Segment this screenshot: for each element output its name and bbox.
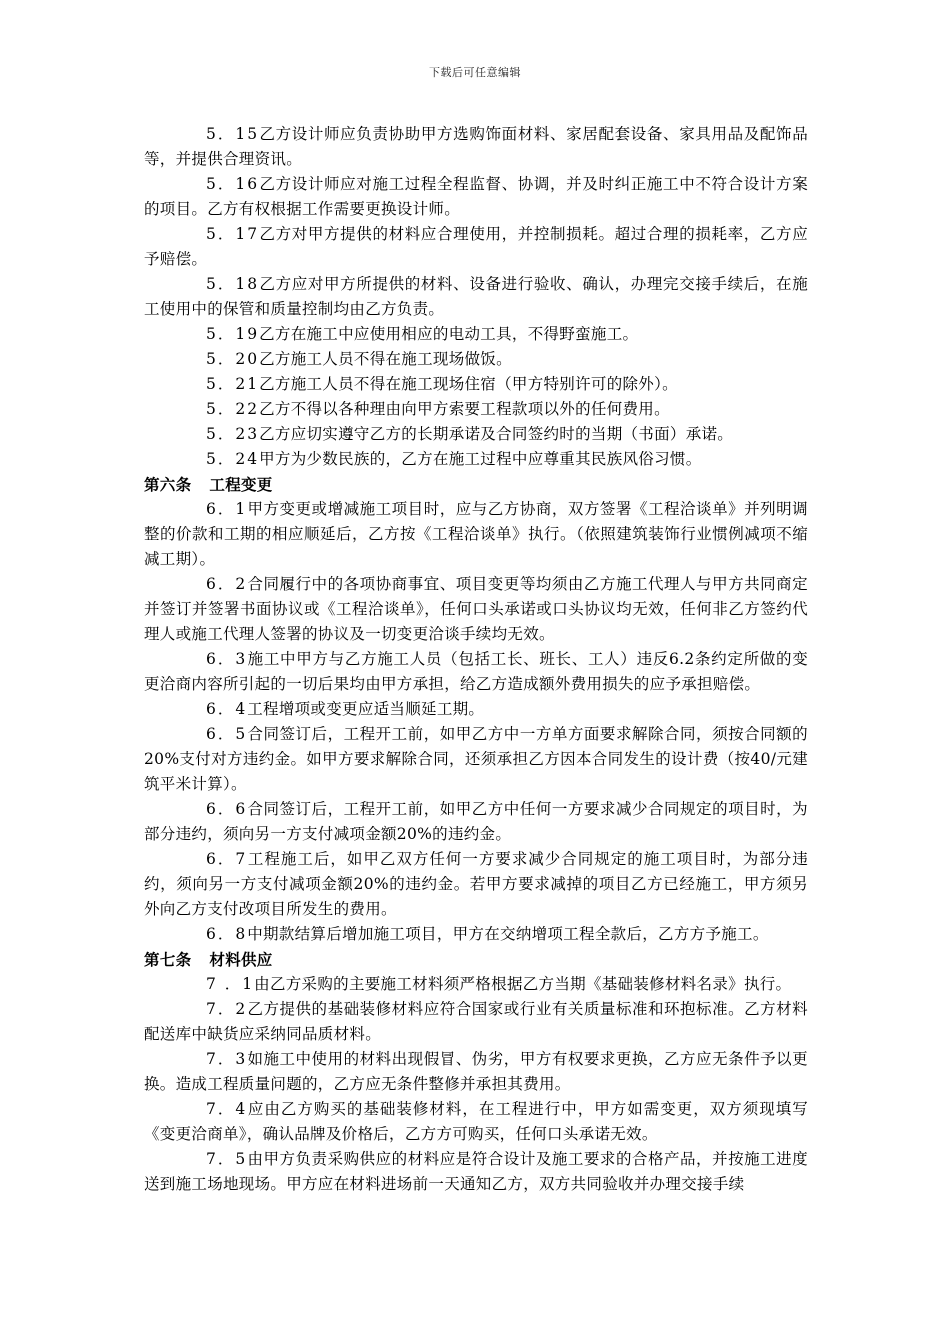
- clause-paragraph: [144, 222, 808, 272]
- clause-paragraph: [144, 1097, 808, 1147]
- clause-paragraph: [144, 1147, 808, 1197]
- clause-number: 5．23: [206, 425, 260, 443]
- clause-paragraph: [144, 397, 808, 422]
- clause-number: 5．22: [206, 400, 260, 418]
- clause-text: 甲方变更或增减施工项目时，应与乙方协商，双方签署《工程洽谈单》并列明调整的价款和工期的相应顺延后，乙方按《工程洽谈单》执行。（依照建筑装饰行业惯例减项不缩减工期）。: [144, 500, 808, 568]
- clause-number: 6．2: [206, 575, 248, 593]
- clause-number: 6．7: [206, 850, 248, 868]
- section-heading: [144, 947, 808, 972]
- clause-text: 乙方设计师应负责协助甲方选购饰面材料、家居配套设备、家具用品及配饰品等，并提供合理资讯。: [144, 125, 808, 168]
- clause-number: 6．1: [206, 500, 248, 518]
- clause-paragraph: [144, 372, 808, 397]
- clause-number: 5．19: [206, 325, 260, 343]
- clause-number: 6．6: [206, 800, 248, 818]
- clause-paragraph: [144, 447, 808, 472]
- clause-number: 7．2: [206, 1000, 248, 1018]
- clause-text: 乙方在施工中应使用相应的电动工具，不得野蛮施工。: [259, 325, 639, 343]
- section-title: 工程变更: [209, 475, 273, 494]
- clause-number: 7．3: [206, 1050, 248, 1068]
- clause-text: 甲方为少数民族的，乙方在施工过程中应尊重其民族风俗习惯。: [259, 450, 702, 468]
- clause-paragraph: [144, 322, 808, 347]
- clause-paragraph: [144, 272, 808, 322]
- clause-text: 应由乙方购买的基础装修材料，在工程进行中，甲方如需变更，双方须现填写《变更洽商单》，确认品牌及价格后，乙方方可购买，任何口头承诺无效。: [144, 1100, 808, 1143]
- clause-text: 工程施工后，如甲乙双方任何一方要求减少合同规定的施工项目时，为部分违约，须向另一方支付减项金额20%的违约金。若甲方要求减掉的项目乙方已经施工，甲方须另外向乙方支付改项目所发生的费用。: [144, 850, 808, 918]
- clause-text: 施工中甲方与乙方施工人员（包括工长、班长、工人）违反6.2条约定所做的变更洽商内容所引起的一切后果均由甲方承担，给乙方造成额外费用损失的应予承担赔偿。: [144, 650, 808, 693]
- clause-number: 5．21: [206, 375, 260, 393]
- clause-text: 中期款结算后增加施工项目，甲方在交纳增项工程全款后，乙方方予施工。: [247, 925, 769, 943]
- clause-number: 7 ．1: [206, 975, 255, 993]
- clause-paragraph: [144, 647, 808, 697]
- clause-text: 合同履行中的各项协商事宜、项目变更等均须由乙方施工代理人与甲方共同商定并签订并签署书面协议或《工程洽谈单》，任何口头承诺或口头协议均无效，任何非乙方签约代理人或施工代理人签署的协议及一切变更洽谈手续均无效。: [144, 575, 808, 643]
- clause-text: 工程增项或变更应适当顺延工期。: [247, 700, 485, 718]
- clause-text: 乙方设计师应对施工过程全程监督、协调，并及时纠正施工中不符合设计方案的项目。乙方有权根据工作需要更换设计师。: [144, 175, 808, 218]
- section-heading: [144, 472, 808, 497]
- clause-number: 5．18: [206, 275, 260, 293]
- clause-number: 5．20: [206, 350, 260, 368]
- clause-paragraph: [144, 1047, 808, 1097]
- section-number: 第六条: [144, 475, 192, 494]
- clause-paragraph: [144, 722, 808, 797]
- clause-number: 5．16: [206, 175, 260, 193]
- page-header: 下载后可任意编辑: [429, 66, 521, 79]
- document-body: [144, 122, 808, 1197]
- clause-text: 如施工中使用的材料出现假冒、伪劣，甲方有权要求更换，乙方应无条件予以更换。造成工程质量问题的，乙方应无条件整修并承担其费用。: [144, 1050, 808, 1093]
- section-title: 材料供应: [209, 950, 273, 969]
- clause-text: 乙方施工人员不得在施工现场做饭。: [259, 350, 512, 368]
- clause-text: 乙方应对甲方所提供的材料、设备进行验收、确认，办理完交接手续后，在施工使用中的保管和质量控制均由乙方负责。: [144, 275, 808, 318]
- clause-text: 合同签订后，工程开工前，如甲乙方中一方单方面要求解除合同，须按合同额的20%支付对方违约金。如甲方要求解除合同，还须承担乙方因本合同发生的设计费（按40/元建筑平米计算）。: [144, 725, 808, 793]
- clause-text: 乙方应切实遵守乙方的长期承诺及合同签约时的当期（书面）承诺。: [259, 425, 734, 443]
- clause-text: 乙方不得以各种理由向甲方索要工程款项以外的任何费用。: [259, 400, 670, 418]
- clause-number: 6．8: [206, 925, 248, 943]
- clause-number: 5．15: [206, 125, 260, 143]
- clause-paragraph: [144, 972, 808, 997]
- clause-number: 7．4: [206, 1100, 248, 1118]
- section-number: 第七条: [144, 950, 192, 969]
- clause-paragraph: [144, 997, 808, 1047]
- clause-paragraph: [144, 347, 808, 372]
- clause-paragraph: [144, 922, 808, 947]
- clause-paragraph: [144, 422, 808, 447]
- clause-paragraph: [144, 122, 808, 172]
- clause-text: 乙方提供的基础装修材料应符合国家或行业有关质量标准和环抱标准。乙方材料配送库中缺货应采纳同品质材料。: [144, 1000, 808, 1043]
- clause-paragraph: [144, 172, 808, 222]
- clause-text: 由乙方采购的主要施工材料须严格根据乙方当期《基础装修材料名录》执行。: [254, 975, 792, 993]
- clause-paragraph: [144, 847, 808, 922]
- clause-paragraph: [144, 497, 808, 572]
- clause-number: 5．24: [206, 450, 260, 468]
- clause-number: 6．3: [206, 650, 248, 668]
- clause-paragraph: [144, 572, 808, 647]
- clause-paragraph: [144, 797, 808, 847]
- clause-text: 乙方对甲方提供的材料应合理使用，并控制损耗。超过合理的损耗率，乙方应予赔偿。: [144, 225, 808, 268]
- clause-text: 由甲方负责采购供应的材料应是符合设计及施工要求的合格产品，并按施工进度送到施工场地现场。甲方应在材料进场前一天通知乙方，双方共同验收并办理交接手续: [144, 1150, 808, 1193]
- clause-number: 5．17: [206, 225, 260, 243]
- clause-text: 合同签订后，工程开工前，如甲乙方中任何一方要求减少合同规定的项目时，为部分违约，须向另一方支付减项金额20%的违约金。: [144, 800, 808, 843]
- clause-text: 乙方施工人员不得在施工现场住宿（甲方特别许可的除外）。: [259, 375, 678, 393]
- clause-paragraph: [144, 697, 808, 722]
- clause-number: 7．5: [206, 1150, 248, 1168]
- clause-number: 6．4: [206, 700, 248, 718]
- clause-number: 6．5: [206, 725, 248, 743]
